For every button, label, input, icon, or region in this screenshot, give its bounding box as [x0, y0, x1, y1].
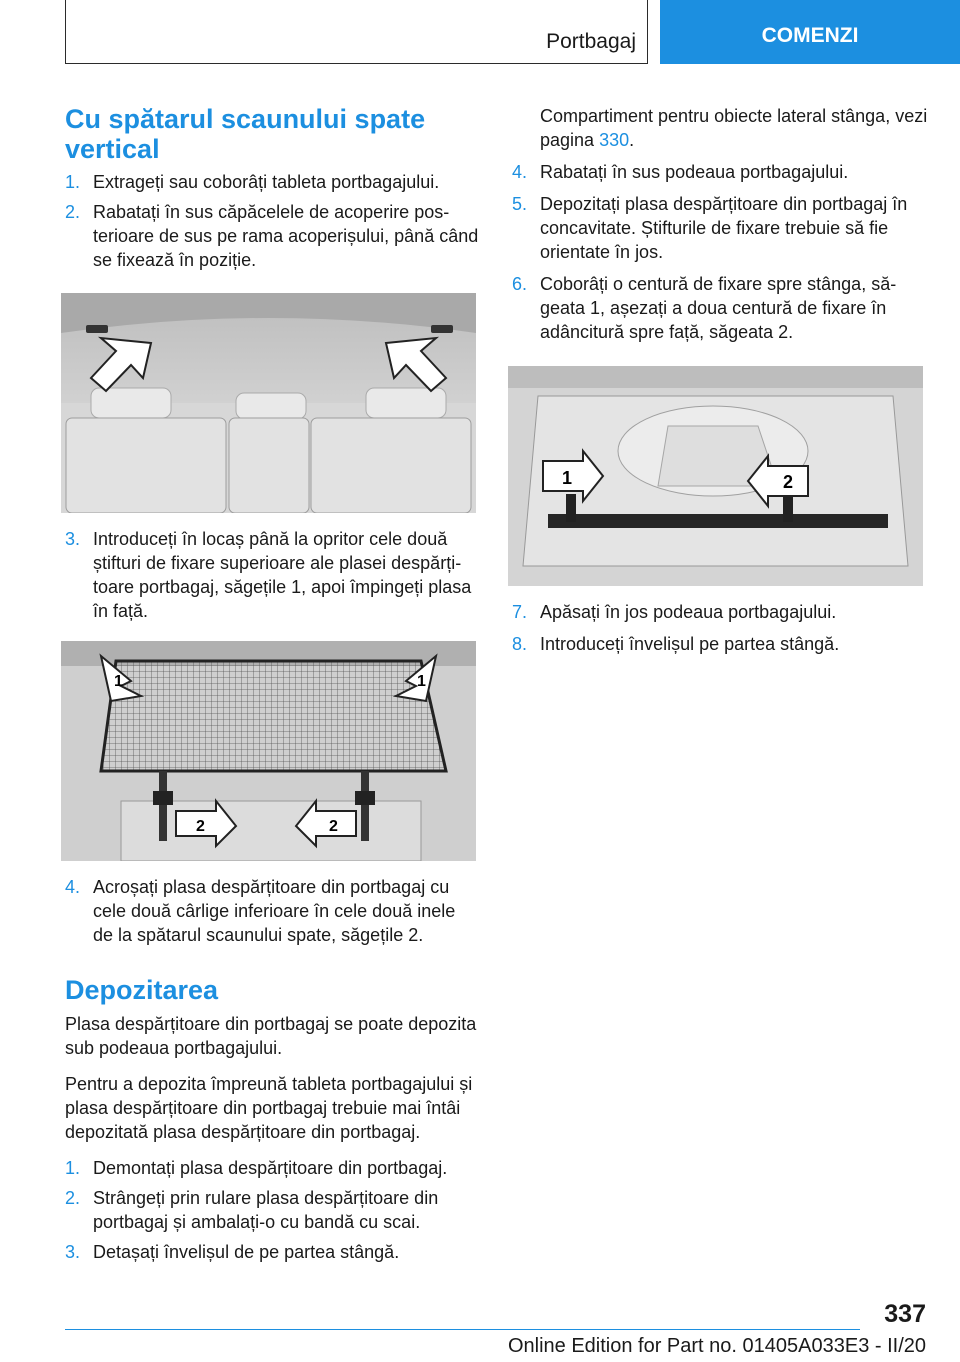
step-number: 1.: [65, 1158, 81, 1178]
list-item: [65, 1156, 480, 1180]
step-text: Extrageți sau coborâți tableta portbagajului.: [93, 172, 440, 192]
heading-upright-backrest: Cu spătarul scaunului spate vertical: [65, 104, 426, 164]
arrow-label-1-right: 1: [417, 673, 426, 690]
arrow-label-2: 2: [783, 472, 794, 492]
arrow-label-2-left: 2: [196, 818, 205, 835]
step-text: Rabatați în sus podeaua portbagajului.: [540, 162, 849, 182]
step-number: 2.: [65, 1188, 81, 1208]
list-item: [512, 192, 932, 264]
step-list-install-end: [65, 875, 480, 947]
list-item: [65, 875, 480, 947]
step-text: Demontați plasa despărțitoare din portbagaj.: [93, 1158, 448, 1178]
page-number: 337: [884, 1300, 926, 1328]
list-item: [65, 170, 480, 194]
step-text: Introduceți în locaș până la opritor cele două știfturi de fixare superioare ale plasei despărțitoare portbagaj, săgețile 1, apoi împingeți plasa în față.: [93, 529, 472, 621]
step-text: Introduceți învelișul pe partea stângă.: [540, 634, 840, 654]
step-list-storage-end: [512, 600, 932, 656]
paragraph: Pentru a depozita împreună tableta portbagajului și plasa despărțitoare din portbagaj trebuie mai întâi depozitată plasa despărțitoare din portbagaj.: [65, 1074, 473, 1142]
header-chapter-tab[interactable]: COMENZI: [660, 0, 960, 64]
step-number: 4.: [512, 162, 528, 182]
step-number: 3.: [65, 529, 81, 549]
list-item: [65, 527, 480, 623]
arrow-label-1: 1: [562, 468, 573, 488]
step-number: 8.: [512, 634, 528, 654]
step-number: 3.: [65, 1242, 81, 1262]
step-text: Rabatați în sus căpăcelele de acoperire posterioare de sus pe rama acoperișului, până când se fixează în poziție.: [93, 202, 479, 270]
list-item: [512, 160, 932, 184]
paragraph: Plasa despărțitoare din portbagaj se poate depozita sub podeaua portbagajului.: [65, 1014, 477, 1058]
step-number: 2.: [65, 202, 81, 222]
step-text: Apăsați în jos podeaua portbagajului.: [540, 602, 837, 622]
footer-divider: [65, 1329, 860, 1330]
header-section-title: Portbagaj: [546, 30, 636, 53]
photo-net-partition: [61, 641, 476, 861]
list-item: [512, 272, 932, 344]
step-text-end: .: [629, 130, 635, 150]
heading-storage: Depozitarea: [65, 975, 219, 1005]
step-list-install: [65, 170, 480, 272]
arrow-label-1-left: 1: [114, 673, 123, 690]
list-item: [512, 632, 932, 656]
step-text: Strângeți prin rulare plasa despărțitoare din portbagaj și ambalați-o cu bandă cu scai.: [93, 1188, 439, 1232]
arrow-label-2-right: 2: [329, 818, 338, 835]
step-text: Acroșați plasa despărțitoare din portbagaj cu cele două cârlige inferioare în cele două inele de la spătarul scaunului spate, săgețile 2.: [93, 877, 456, 945]
photo-roof-caps: [61, 293, 476, 513]
step-text: Depozitați plasa despărțitoare din portbagaj în concavitate. Știfturile de fixare trebuie să fie orientate în jos.: [540, 194, 908, 262]
step-text: Detașați învelișul de pe partea stângă.: [93, 1242, 400, 1262]
step-text: Coborâți o centură de fixare spre stânga, săgeata 1, așezați a doua centură de fixare în adâncitură spre față, săgeata 2.: [540, 274, 897, 342]
step-list-storage-cont: [512, 104, 932, 344]
storage-intro: [65, 1012, 480, 1264]
step-number: 5.: [512, 194, 528, 214]
list-item: [65, 1240, 480, 1264]
step-number: 1.: [65, 172, 81, 192]
step-list-install-cont: [65, 527, 480, 623]
footer-edition: Online Edition for Part no. 01405A033E3 - II/20: [507, 1335, 926, 1357]
list-item: [512, 600, 932, 624]
step-number: 7.: [512, 602, 528, 622]
step-number: 4.: [65, 877, 81, 897]
page-link-330[interactable]: 330: [599, 130, 630, 150]
list-item: [65, 1186, 480, 1234]
step-number: 6.: [512, 274, 528, 294]
step-text: Compartiment pentru obiecte lateral stânga, vezi pagina: [540, 106, 928, 150]
photo-floor-storage: [508, 366, 923, 586]
list-item: [512, 104, 932, 152]
list-item: [65, 200, 480, 272]
